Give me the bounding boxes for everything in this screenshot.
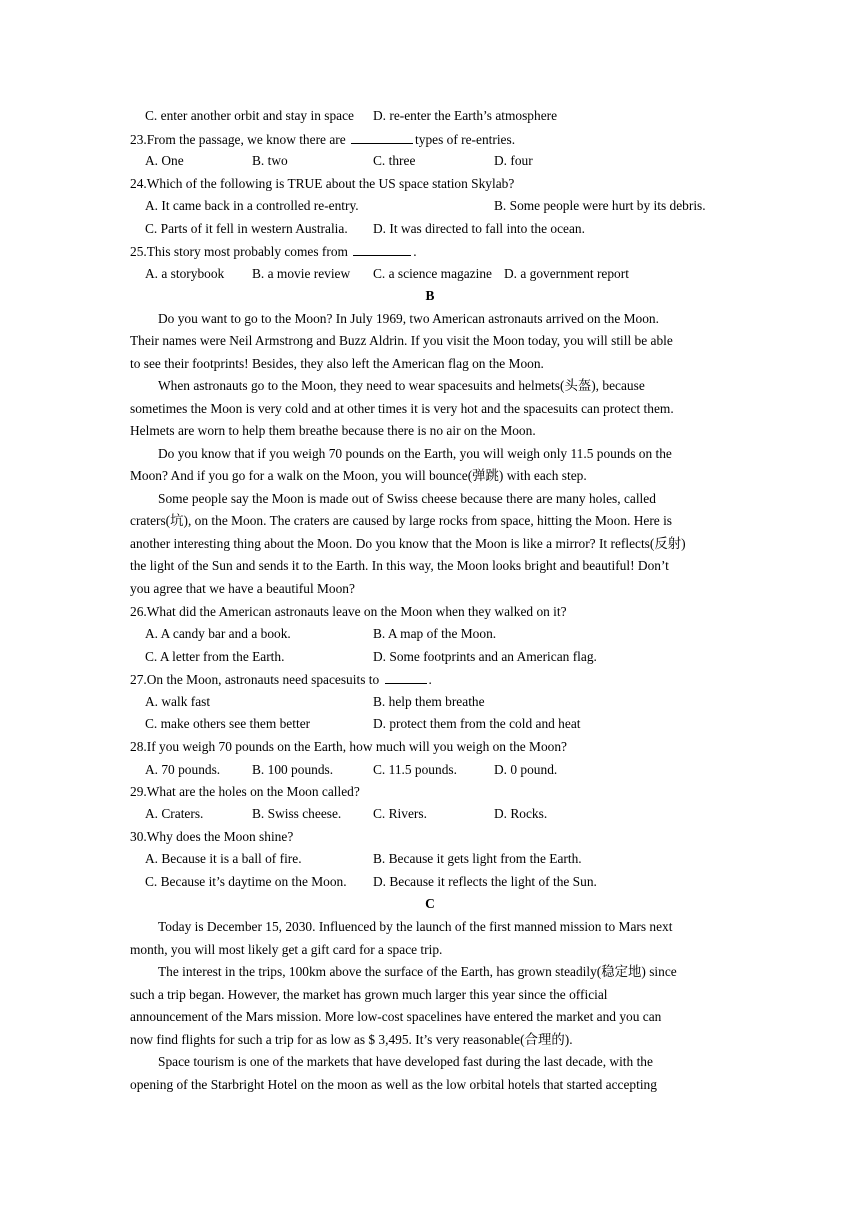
passage-b-line: to see their footprints! Besides, they also left the American flag on the Moon.: [130, 356, 544, 371]
passage-b-line: Do you want to go to the Moon? In July 1969, two American astronauts arrived on the Moon.: [158, 311, 659, 326]
q28-option-d: D. 0 pound.: [494, 762, 558, 777]
q26-option-c: C. A letter from the Earth.: [145, 649, 285, 664]
q27-option-b: B. help them breathe: [373, 694, 485, 709]
q25-stem-start: 25.This story most probably comes from: [130, 244, 352, 259]
q29-option-a: A. Craters.: [145, 806, 204, 821]
passage-b-line: sometimes the Moon is very cold and at other times it is very hot and the spacesuits can protect them.: [130, 401, 674, 416]
q26-option-d: D. Some footprints and an American flag.: [373, 649, 597, 664]
q24-stem: 24.Which of the following is TRUE about the US space station Skylab?: [130, 176, 515, 191]
passage-c-line: such a trip began. However, the market has grown much larger this year since the official: [130, 987, 608, 1002]
q28-option-c: C. 11.5 pounds.: [373, 762, 457, 777]
q25-stem-end: .: [413, 244, 417, 259]
passage-b-line: the light of the Sun and sends it to the Earth. In this way, the Moon looks bright and beautiful! Don’t: [130, 558, 669, 573]
q27-option-c: C. make others see them better: [145, 716, 311, 731]
section-c-heading: C: [425, 896, 435, 911]
q27-option-d: D. protect them from the cold and heat: [373, 716, 581, 731]
q23-blank: [351, 131, 413, 144]
q23-stem-start: 23.From the passage, we know there are: [130, 132, 350, 147]
q25-blank: [353, 243, 411, 256]
q22-option-c: C. enter another orbit and stay in space: [145, 108, 354, 123]
q30-option-d: D. Because it reflects the light of the Sun.: [373, 874, 597, 889]
passage-b-line: Helmets are worn to help them breathe because there is no air on the Moon.: [130, 423, 536, 438]
passage-c-line: announcement of the Mars mission. More low-cost spacelines have entered the market and you can: [130, 1009, 662, 1024]
q23-option-a: A. One: [145, 153, 184, 168]
q26-stem: 26.What did the American astronauts leave on the Moon when they walked on it?: [130, 604, 567, 619]
q28-stem: 28.If you weigh 70 pounds on the Earth, how much will you weigh on the Moon?: [130, 739, 567, 754]
q28-option-b: B. 100 pounds.: [252, 762, 334, 777]
q29-option-d: D. Rocks.: [494, 806, 548, 821]
q25-option-d: D. a government report: [504, 266, 629, 281]
passage-c-line: Today is December 15, 2030. Influenced by the launch of the first manned mission to Mars next: [158, 919, 673, 934]
q29-option-b: B. Swiss cheese.: [252, 806, 342, 821]
passage-b-line: When astronauts go to the Moon, they need to wear spacesuits and helmets(头盔), because: [158, 378, 645, 393]
q25-option-c: C. a science magazine: [373, 266, 492, 281]
q23-stem-end: types of re-entries.: [415, 132, 516, 147]
q24-option-c: C. Parts of it fell in western Australia.: [145, 221, 348, 236]
q27-stem-end: .: [428, 672, 432, 687]
passage-b-line: Moon? And if you go for a walk on the Moon, you will bounce(弹跳) with each step.: [130, 468, 587, 483]
q27-option-a: A. walk fast: [145, 694, 211, 709]
section-b-heading: B: [425, 288, 435, 303]
q23-option-b: B. two: [252, 153, 288, 168]
q29-stem: 29.What are the holes on the Moon called?: [130, 784, 360, 799]
passage-b-line: craters(坑), on the Moon. The craters are caused by large rocks from space, hitting the Moon. Here is: [130, 513, 673, 528]
q23-option-d: D. four: [494, 153, 533, 168]
q27-blank: [385, 671, 427, 684]
q28-option-a: A. 70 pounds.: [145, 762, 221, 777]
q23-option-c: C. three: [373, 153, 416, 168]
passage-b-line: Their names were Neil Armstrong and Buzz Aldrin. If you visit the Moon today, you will still be able: [130, 333, 673, 348]
passage-c-line: Space tourism is one of the markets that have developed fast during the last decade, with the: [158, 1054, 653, 1069]
passage-c-line: The interest in the trips, 100km above the surface of the Earth, has grown steadily(稳定地) since: [158, 964, 677, 979]
q29-option-c: C. Rivers.: [373, 806, 427, 821]
passage-b-line: Some people say the Moon is made out of Swiss cheese because there are many holes, called: [158, 491, 656, 506]
q30-option-b: B. Because it gets light from the Earth.: [373, 851, 582, 866]
q27-stem-start: 27.On the Moon, astronauts need spacesuits to: [130, 672, 383, 687]
q24-option-d: D. It was directed to fall into the ocean.: [373, 221, 585, 236]
q27-stem: [130, 671, 432, 688]
q24-option-a: A. It came back in a controlled re-entry.: [145, 198, 359, 213]
q30-option-c: C. Because it’s daytime on the Moon.: [145, 874, 347, 889]
passage-c-line: now find flights for such a trip for as low as $ 3,495. It’s very reasonable(合理的).: [130, 1032, 573, 1047]
q22-option-d: D. re-enter the Earth’s atmosphere: [373, 108, 558, 123]
passage-b-line: another interesting thing about the Moon. Do you know that the Moon is like a mirror? It reflects(反射): [130, 536, 686, 551]
q26-option-b: B. A map of the Moon.: [373, 626, 497, 641]
q24-option-b: B. Some people were hurt by its debris.: [494, 198, 706, 213]
q25-stem: [130, 243, 417, 260]
q25-option-b: B. a movie review: [252, 266, 351, 281]
q30-stem: 30.Why does the Moon shine?: [130, 829, 294, 844]
q26-option-a: A. A candy bar and a book.: [145, 626, 291, 641]
passage-b-line: Do you know that if you weigh 70 pounds on the Earth, you will weigh only 11.5 pounds on the: [158, 446, 672, 461]
q25-option-a: A. a storybook: [145, 266, 225, 281]
passage-c-line: month, you will most likely get a gift card for a space trip.: [130, 942, 443, 957]
q30-option-a: A. Because it is a ball of fire.: [145, 851, 302, 866]
passage-c-line: opening of the Starbright Hotel on the moon as well as the low orbital hotels that started accepting: [130, 1077, 657, 1092]
q23-stem: [130, 131, 515, 148]
passage-b-line: you agree that we have a beautiful Moon?: [130, 581, 355, 596]
